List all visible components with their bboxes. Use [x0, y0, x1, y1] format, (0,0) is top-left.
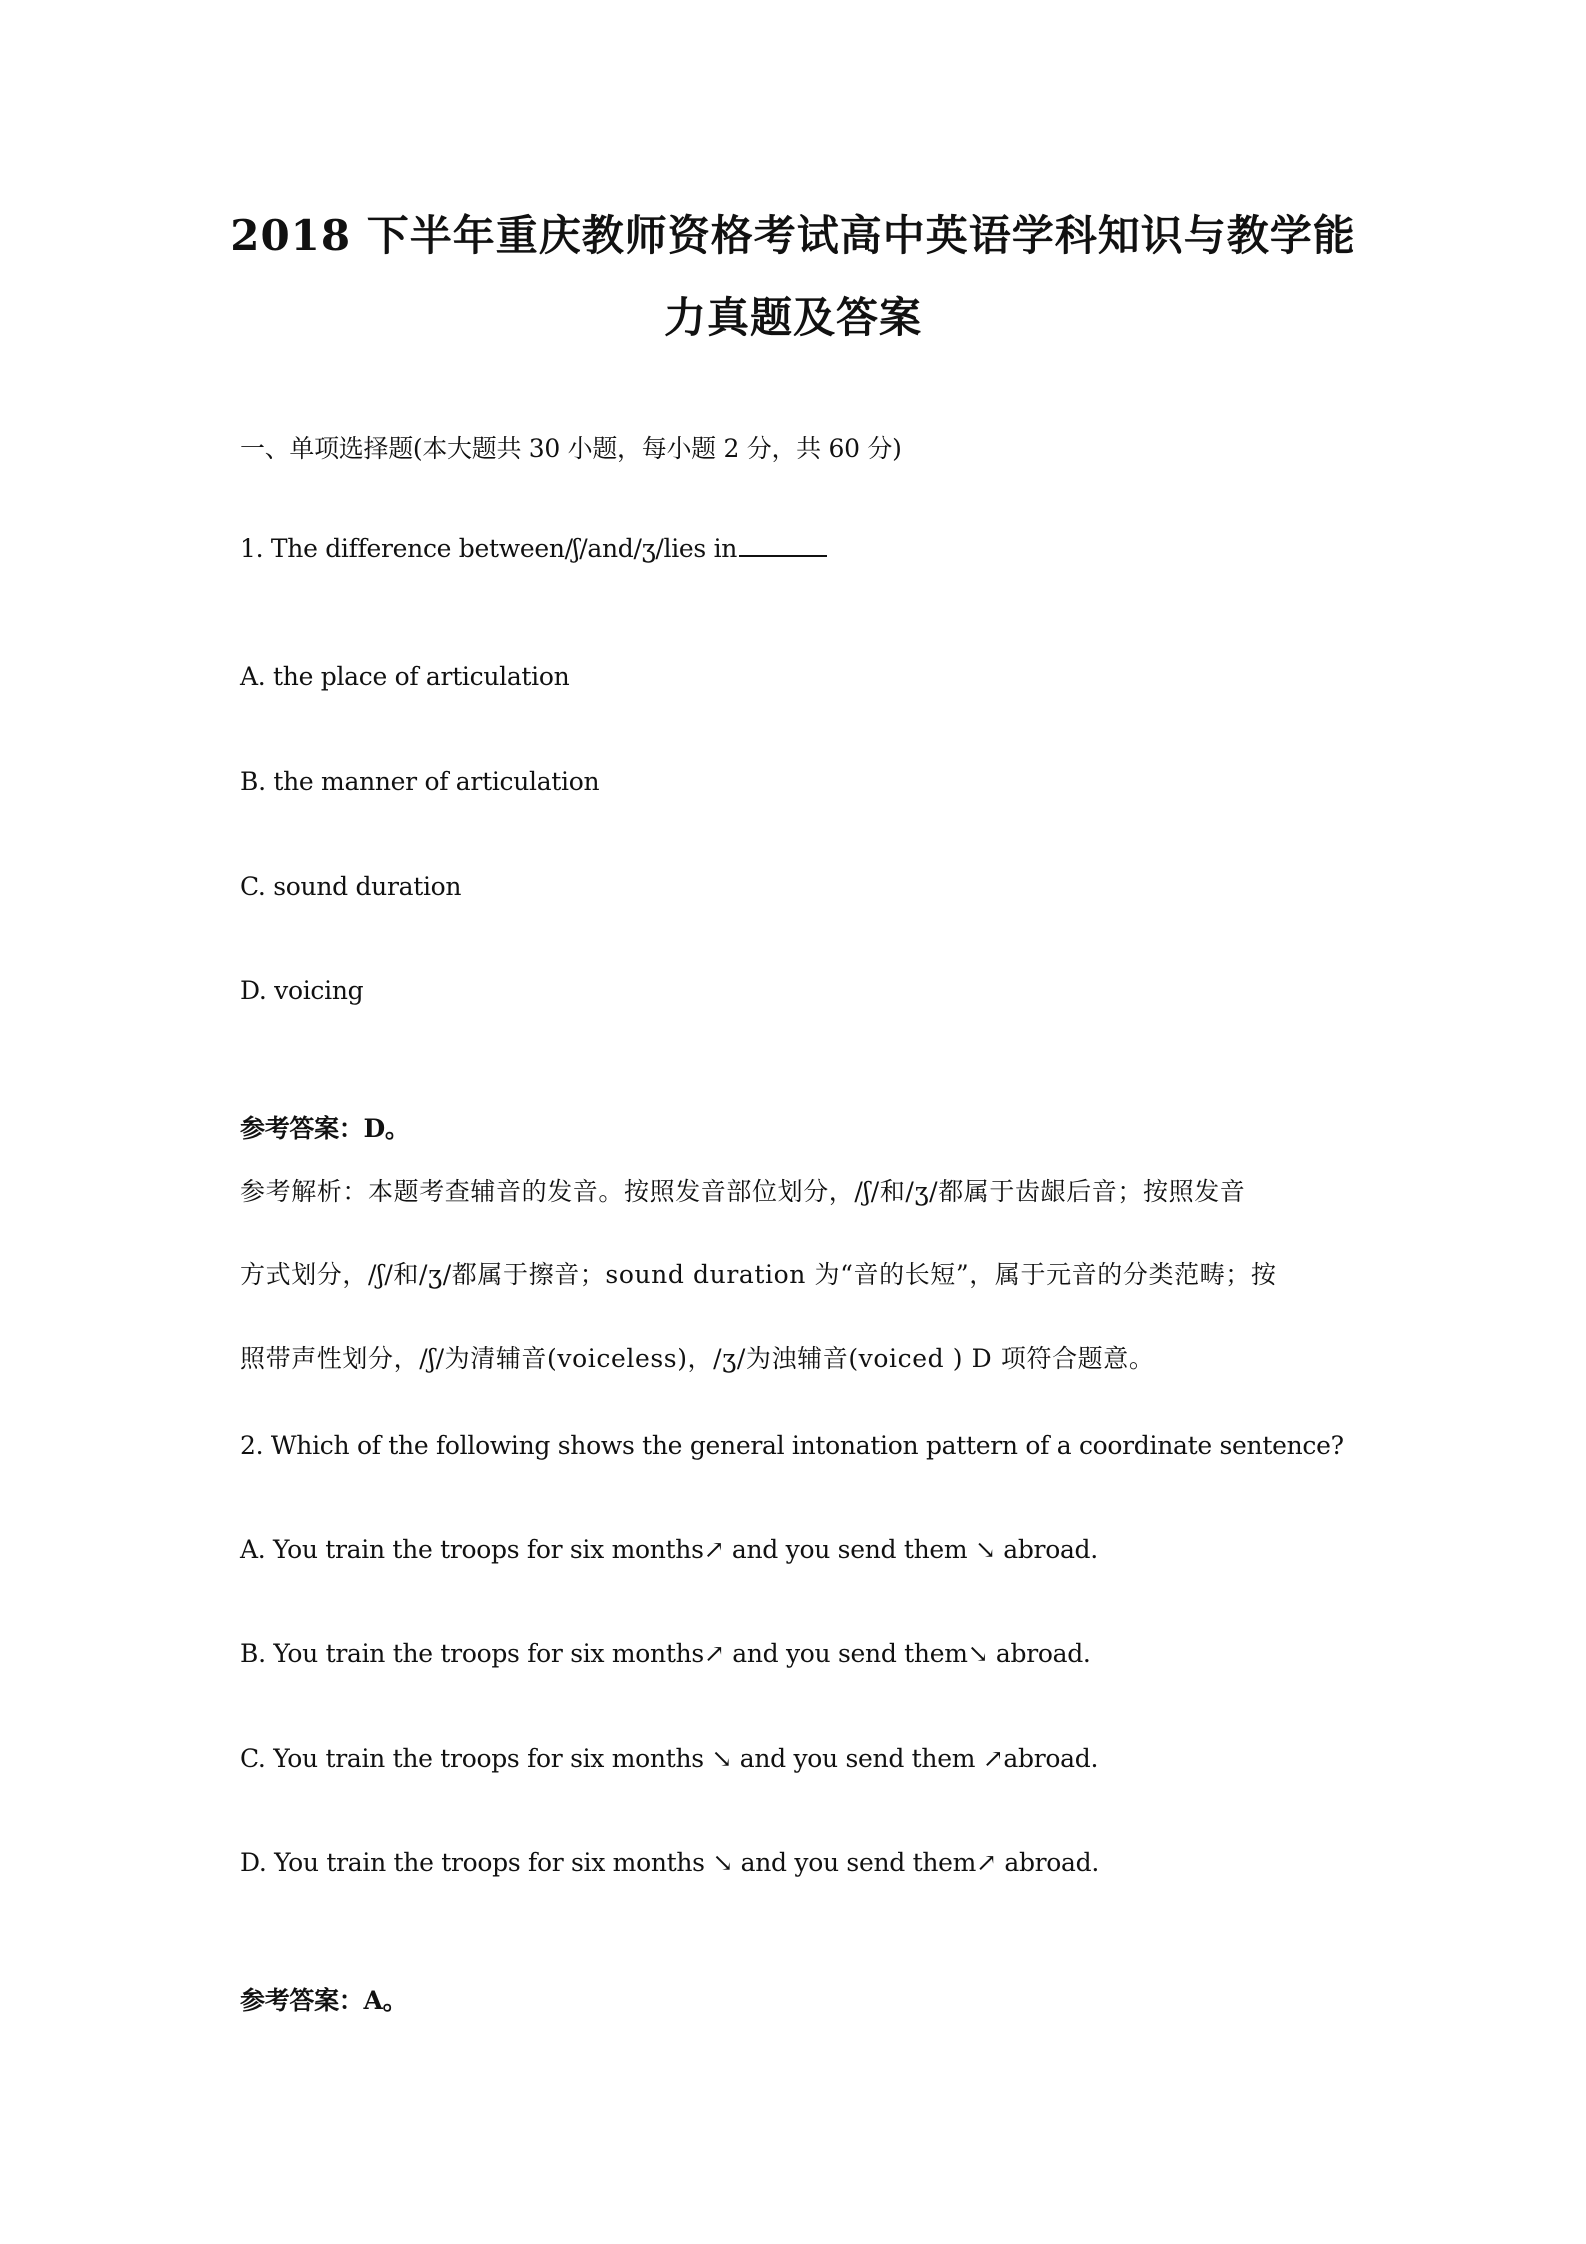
question-2-option-a: A. You train the troops for six months↗ and you send them ↘ abroad. [240, 1535, 1098, 1564]
document-title-line-2: 力真题及答案 [663, 293, 922, 342]
question-1-analysis-line-3: 照带声性划分，/ʃ/为清辅音(voiceless)，/ʒ/为浊辅音(voiced ) D 项符合题意。 [240, 1344, 1155, 1373]
question-1-option-a: A. the place of articulation [240, 662, 570, 691]
question-2-option-d: D. You train the troops for six months ↘ and you send them↗ abroad. [240, 1848, 1100, 1877]
question-1-option-b: B. the manner of articulation [240, 767, 600, 796]
question-1-answer: 参考答案：D。 [240, 1114, 410, 1143]
question-2-option-b: B. You train the troops for six months↗ and you send them↘ abroad. [240, 1639, 1091, 1668]
question-2-answer: 参考答案：A。 [240, 1986, 408, 2015]
question-2-stem: 2. Which of the following shows the general intonation pattern of a coordinate sentence? [240, 1431, 1344, 1460]
question-1-analysis-line-2: 方式划分，/ʃ/和/ʒ/都属于擦音；sound duration 为“音的长短”，属于元音的分类范畴；按 [240, 1260, 1277, 1289]
section-heading: 一、单项选择题(本大题共 30 小题，每小题 2 分，共 60 分) [240, 434, 902, 463]
question-1-option-c: C. sound duration [240, 872, 462, 901]
question-1-analysis-line-1: 参考解析：本题考查辅音的发音。按照发音部位划分，/ʃ/和/ʒ/都属于齿龈后音；按照发音 [240, 1177, 1246, 1206]
question-2-option-c: C. You train the troops for six months ↘ and you send them ↗abroad. [240, 1744, 1099, 1773]
question-1-stem-text: 1. The difference between/ʃ/and/ʒ/lies in [240, 534, 738, 563]
document-title-line-1: 2018 下半年重庆教师资格考试高中英语学科知识与教学能 [230, 211, 1356, 260]
answer-blank [739, 533, 827, 557]
question-1-option-d: D. voicing [240, 976, 364, 1005]
question-1-stem [240, 532, 827, 566]
